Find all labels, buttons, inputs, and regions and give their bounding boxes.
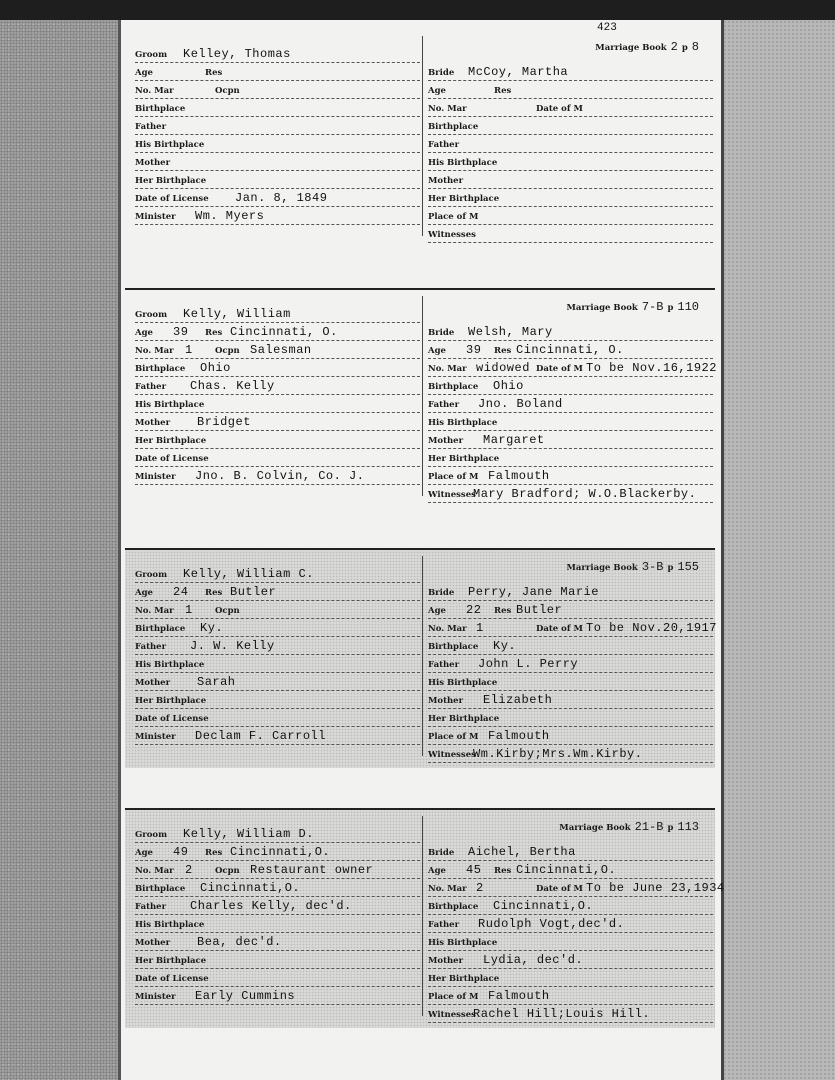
bride-column (428, 814, 725, 1024)
groom-birthplace-label: Birthplace (135, 364, 186, 374)
groom-birthplace-label: Birthplace (135, 884, 186, 894)
groom-her-birthplace-label: Her Birthplace (135, 436, 207, 446)
page-number: 110 (677, 300, 699, 314)
bride-no-mar-value: widowed (476, 361, 530, 375)
bride-birthplace-row (428, 636, 713, 655)
groom-age-label: Age (135, 588, 153, 598)
page-label: p (667, 303, 674, 313)
bride-no-mar-label: No. Mar (428, 104, 467, 114)
bride-witnesses-row (428, 484, 713, 503)
bride-row (428, 842, 713, 861)
bride-mother-value: Lydia, dec'd. (483, 953, 584, 967)
groom-his-birthplace-label: His Birthplace (135, 140, 205, 150)
bride-mother-label: Mother (428, 436, 464, 446)
groom-ocpn-label: Ocpn (215, 866, 240, 876)
bride-row (428, 322, 713, 341)
bride-father-label: Father (428, 140, 460, 150)
bride-age-value: 45 (466, 863, 482, 877)
bride-father-value: Jno. Boland (478, 397, 563, 411)
marriage-record-card (125, 28, 715, 248)
groom-her-birthplace-row (135, 430, 420, 449)
groom-res-value: Butler (230, 585, 277, 599)
bride-age-row (428, 80, 713, 99)
bride-his-birthplace-label: His Birthplace (428, 678, 498, 688)
groom-minister-value: Wm. Myers (195, 209, 265, 223)
groom-date-of-license-label: Date of License (135, 194, 209, 204)
bride-father-value: Rudolph Vogt,dec'd. (478, 917, 625, 931)
groom-age-value: 49 (173, 845, 189, 859)
column-divider (422, 556, 423, 756)
groom-birthplace-label: Birthplace (135, 104, 186, 114)
bride-no-mar-value: 1 (476, 621, 484, 635)
groom-date-of-license-label: Date of License (135, 454, 209, 464)
adjacent-page-strip (720, 20, 835, 1080)
bride-place-of-m-value: Falmouth (488, 989, 550, 1003)
groom-minister-value: Declam F. Carroll (195, 729, 326, 743)
groom-no-mar-label: No. Mar (135, 606, 174, 616)
bride-age-row (428, 860, 713, 879)
bride-value: Perry, Jane Marie (468, 585, 599, 599)
bride-father-row (428, 654, 713, 673)
bride-age-label: Age (428, 346, 446, 356)
groom-birthplace-row (135, 358, 420, 377)
bride-age-value: 22 (466, 603, 482, 617)
bride-mother-value: Elizabeth (483, 693, 553, 707)
card-divider-line (125, 288, 715, 290)
bride-birthplace-label: Birthplace (428, 642, 479, 652)
groom-his-birthplace-label: His Birthplace (135, 920, 205, 930)
bride-value: Welsh, Mary (468, 325, 553, 339)
bride-mother-value: Margaret (483, 433, 545, 447)
groom-mother-row (135, 932, 420, 951)
bride-witnesses-value: Rachel Hill;Louis Hill. (473, 1007, 651, 1021)
bride-birthplace-value: Ky. (493, 639, 517, 653)
bride-her-birthplace-row (428, 448, 713, 467)
bride-no-mar-row (428, 358, 717, 377)
bride-res-value: Butler (516, 603, 563, 617)
groom-date-of-license-value: Jan. 8, 1849 (235, 191, 328, 205)
bride-place-of-m-label: Place of M (428, 732, 479, 742)
bride-witnesses-value: Wm.Kirby;Mrs.Wm.Kirby. (473, 747, 643, 761)
groom-her-birthplace-row (135, 690, 420, 709)
page-number: 113 (677, 820, 699, 834)
groom-age-value: 39 (173, 325, 189, 339)
groom-label: Groom (135, 310, 168, 320)
bride-father-row (428, 394, 713, 413)
bride-age-label: Age (428, 606, 446, 616)
bride-place-of-m-label: Place of M (428, 992, 479, 1002)
bride-no-mar-row (428, 618, 717, 637)
bride-age-label: Age (428, 866, 446, 876)
groom-no-mar-row (135, 860, 420, 879)
bride-mother-row (428, 690, 713, 709)
groom-ocpn-label: Ocpn (215, 606, 240, 616)
bride-her-birthplace-label: Her Birthplace (428, 714, 500, 724)
bride-father-value: John L. Perry (478, 657, 579, 671)
groom-father-row (135, 376, 420, 395)
groom-date-of-license-row (135, 448, 420, 467)
bride-mother-label: Mother (428, 696, 464, 706)
bride-her-birthplace-label: Her Birthplace (428, 974, 500, 984)
groom-no-mar-label: No. Mar (135, 346, 174, 356)
groom-birthplace-row (135, 878, 420, 897)
groom-minister-value: Jno. B. Colvin, Co. J. (195, 469, 365, 483)
groom-mother-label: Mother (135, 938, 171, 948)
bride-place-of-m-label: Place of M (428, 212, 479, 222)
marriage-book-number: 21-B (634, 820, 664, 834)
page-number: 8 (691, 40, 699, 54)
groom-no-mar-value: 2 (185, 863, 193, 877)
bride-mother-row (428, 430, 713, 449)
groom-father-value: J. W. Kelly (190, 639, 275, 653)
bride-her-birthplace-row (428, 968, 713, 987)
groom-ocpn-label: Ocpn (215, 346, 240, 356)
groom-date-of-license-row (135, 968, 420, 987)
groom-father-value: Charles Kelly, dec'd. (190, 899, 352, 913)
bride-place-of-m-value: Falmouth (488, 469, 550, 483)
bride-row (428, 582, 713, 601)
groom-mother-row (135, 152, 420, 171)
groom-father-row (135, 896, 420, 915)
page-number: 155 (677, 560, 699, 574)
marriage-book-number: 2 (670, 40, 678, 54)
groom-birthplace-label: Birthplace (135, 624, 186, 634)
bride-her-birthplace-row (428, 708, 713, 727)
marriage-book-ref (566, 300, 703, 316)
marriage-book-label: Marriage Book (566, 563, 638, 573)
bride-place-of-m-label: Place of M (428, 472, 479, 482)
bride-birthplace-label: Birthplace (428, 122, 479, 132)
card-divider-line (125, 808, 715, 810)
groom-minister-label: Minister (135, 472, 176, 482)
groom-value: Kelley, Thomas (183, 47, 291, 61)
bride-his-birthplace-label: His Birthplace (428, 418, 498, 428)
groom-his-birthplace-row (135, 654, 420, 673)
bride-birthplace-label: Birthplace (428, 382, 479, 392)
groom-mother-row (135, 412, 420, 431)
bride-label: Bride (428, 328, 455, 338)
groom-value: Kelly, William (183, 307, 291, 321)
groom-mother-value: Bea, dec'd. (197, 935, 282, 949)
card-divider-line (125, 548, 715, 550)
bride-birthplace-value: Cincinnati,O. (493, 899, 594, 913)
bride-place-of-m-value: Falmouth (488, 729, 550, 743)
bride-witnesses-row (428, 1004, 713, 1023)
groom-minister-label: Minister (135, 992, 176, 1002)
bride-birthplace-label: Birthplace (428, 902, 479, 912)
bride-witnesses-label: Witnesses (428, 230, 476, 240)
groom-mother-row (135, 672, 420, 691)
groom-age-label: Age (135, 848, 153, 858)
bride-age-value: 39 (466, 343, 482, 357)
groom-mother-value: Bridget (197, 415, 251, 429)
groom-father-label: Father (135, 642, 167, 652)
groom-minister-row (135, 466, 420, 485)
bride-witnesses-row (428, 744, 713, 763)
bride-mother-row (428, 170, 713, 189)
groom-res-label: Res (205, 68, 223, 78)
bride-his-birthplace-label: His Birthplace (428, 938, 498, 948)
page-label: p (667, 823, 674, 833)
groom-row (135, 304, 420, 323)
bride-value: Aichel, Bertha (468, 845, 576, 859)
groom-value: Kelly, William C. (183, 567, 314, 581)
groom-birthplace-value: Ohio (200, 361, 231, 375)
groom-her-birthplace-label: Her Birthplace (135, 956, 207, 966)
bride-no-mar-value: 2 (476, 881, 484, 895)
bride-his-birthplace-label: His Birthplace (428, 158, 498, 168)
groom-date-of-license-label: Date of License (135, 974, 209, 984)
bride-res-label: Res (494, 346, 512, 356)
bride-mother-label: Mother (428, 176, 464, 186)
bride-res-label: Res (494, 866, 512, 876)
bride-date-of-m-label: Date of M (536, 624, 583, 634)
groom-label: Groom (135, 50, 168, 60)
groom-age-label: Age (135, 68, 153, 78)
groom-date-of-license-row (135, 188, 420, 207)
bride-his-birthplace-row (428, 672, 713, 691)
groom-her-birthplace-label: Her Birthplace (135, 176, 207, 186)
groom-father-label: Father (135, 122, 167, 132)
corner-number: 423 (597, 22, 617, 34)
bride-father-row (428, 134, 713, 153)
marriage-book-label: Marriage Book (566, 303, 638, 313)
bride-place-of-m-row (428, 206, 713, 225)
groom-father-row (135, 636, 420, 655)
groom-no-mar-value: 1 (185, 603, 193, 617)
page-label: p (681, 43, 688, 53)
bride-no-mar-label: No. Mar (428, 364, 467, 374)
bride-birthplace-row (428, 116, 713, 135)
groom-date-of-license-row (135, 708, 420, 727)
groom-her-birthplace-row (135, 950, 420, 969)
bride-place-of-m-row (428, 726, 713, 745)
groom-res-label: Res (205, 588, 223, 598)
bride-res-label: Res (494, 606, 512, 616)
column-divider (422, 296, 423, 496)
bride-label: Bride (428, 588, 455, 598)
groom-age-value: 24 (173, 585, 189, 599)
bride-age-row (428, 340, 713, 359)
column-divider (422, 816, 423, 1016)
column-divider (422, 36, 423, 236)
groom-no-mar-row (135, 340, 420, 359)
groom-res-value: Cincinnati, O. (230, 325, 338, 339)
groom-his-birthplace-row (135, 134, 420, 153)
bride-birthplace-value: Ohio (493, 379, 524, 393)
bride-column (428, 294, 717, 504)
groom-his-birthplace-row (135, 394, 420, 413)
groom-birthplace-value: Ky. (200, 621, 224, 635)
marriage-book-ref (559, 820, 703, 836)
bride-no-mar-row (428, 98, 713, 117)
groom-age-label: Age (135, 328, 153, 338)
bride-witnesses-label: Witnesses (428, 750, 476, 760)
bride-father-label: Father (428, 400, 460, 410)
groom-no-mar-value: 1 (185, 343, 193, 357)
bride-mother-label: Mother (428, 956, 464, 966)
bride-column (428, 554, 717, 764)
bride-her-birthplace-label: Her Birthplace (428, 454, 500, 464)
bride-place-of-m-row (428, 986, 713, 1005)
groom-date-of-license-label: Date of License (135, 714, 209, 724)
bride-witnesses-label: Witnesses (428, 490, 476, 500)
groom-column (135, 34, 420, 244)
groom-res-value: Cincinnati,O. (230, 845, 331, 859)
bride-his-birthplace-row (428, 152, 713, 171)
groom-minister-row (135, 986, 420, 1005)
bride-date-of-m-value: To be Nov.20,1917 (586, 621, 717, 635)
groom-his-birthplace-row (135, 914, 420, 933)
marriage-book-number: 7-B (641, 300, 664, 314)
groom-age-row (135, 62, 420, 81)
scan-top-edge (0, 0, 835, 20)
groom-birthplace-row (135, 618, 420, 637)
bride-row (428, 62, 713, 81)
groom-no-mar-row (135, 80, 420, 99)
groom-no-mar-label: No. Mar (135, 866, 174, 876)
groom-minister-label: Minister (135, 732, 176, 742)
bride-father-label: Father (428, 920, 460, 930)
bride-witnesses-row (428, 224, 713, 243)
groom-column (135, 294, 420, 504)
groom-her-birthplace-row (135, 170, 420, 189)
marriage-record-card (125, 288, 715, 508)
groom-column (135, 814, 420, 1024)
bride-res-value: Cincinnati, O. (516, 343, 624, 357)
groom-father-label: Father (135, 382, 167, 392)
groom-age-row (135, 582, 420, 601)
groom-birthplace-row (135, 98, 420, 117)
groom-age-row (135, 322, 420, 341)
bride-no-mar-label: No. Mar (428, 884, 467, 894)
groom-row (135, 564, 420, 583)
bride-father-row (428, 914, 713, 933)
groom-mother-label: Mother (135, 418, 171, 428)
groom-value: Kelly, William D. (183, 827, 314, 841)
groom-mother-value: Sarah (197, 675, 236, 689)
bride-res-value: Cincinnati,O. (516, 863, 617, 877)
groom-ocpn-value: Salesman (250, 343, 312, 357)
groom-row (135, 824, 420, 843)
bride-place-of-m-row (428, 466, 713, 485)
bride-mother-row (428, 950, 713, 969)
bride-his-birthplace-row (428, 412, 713, 431)
bride-witnesses-value: Mary Bradford; W.O.Blackerby. (473, 487, 697, 501)
groom-father-row (135, 116, 420, 135)
groom-age-row (135, 842, 420, 861)
bride-witnesses-label: Witnesses (428, 1010, 476, 1020)
bride-her-birthplace-label: Her Birthplace (428, 194, 500, 204)
bride-no-mar-label: No. Mar (428, 624, 467, 634)
groom-minister-row (135, 206, 420, 225)
bride-her-birthplace-row (428, 188, 713, 207)
groom-minister-value: Early Cummins (195, 989, 296, 1003)
groom-father-label: Father (135, 902, 167, 912)
groom-his-birthplace-label: His Birthplace (135, 400, 205, 410)
groom-father-value: Chas. Kelly (190, 379, 275, 393)
marriage-book-label: Marriage Book (559, 823, 631, 833)
bride-label: Bride (428, 848, 455, 858)
groom-birthplace-value: Cincinnati,O. (200, 881, 301, 895)
page-label: p (667, 563, 674, 573)
groom-her-birthplace-label: Her Birthplace (135, 696, 207, 706)
bride-birthplace-row (428, 896, 713, 915)
groom-no-mar-label: No. Mar (135, 86, 174, 96)
bride-value: McCoy, Martha (468, 65, 569, 79)
bride-date-of-m-label: Date of M (536, 104, 583, 114)
bride-date-of-m-label: Date of M (536, 884, 583, 894)
groom-res-label: Res (205, 328, 223, 338)
groom-res-label: Res (205, 848, 223, 858)
bride-father-label: Father (428, 660, 460, 670)
groom-row (135, 44, 420, 63)
bride-birthplace-row (428, 376, 713, 395)
groom-his-birthplace-label: His Birthplace (135, 660, 205, 670)
groom-ocpn-value: Restaurant owner (250, 863, 374, 877)
groom-mother-label: Mother (135, 678, 171, 688)
bride-date-of-m-label: Date of M (536, 364, 583, 374)
bride-age-row (428, 600, 713, 619)
groom-minister-row (135, 726, 420, 745)
groom-column (135, 554, 420, 764)
marriage-book-number: 3-B (641, 560, 664, 574)
groom-label: Groom (135, 830, 168, 840)
bride-date-of-m-value: To be Nov.16,1922 (586, 361, 717, 375)
groom-no-mar-row (135, 600, 420, 619)
bride-date-of-m-value: To be June 23,1934 (586, 881, 725, 895)
marriage-book-label: Marriage Book (595, 43, 667, 53)
bride-no-mar-row (428, 878, 725, 897)
groom-label: Groom (135, 570, 168, 580)
bride-column (428, 34, 713, 244)
marriage-book-ref (566, 560, 703, 576)
bride-age-label: Age (428, 86, 446, 96)
marriage-record-card (125, 808, 725, 1028)
groom-mother-label: Mother (135, 158, 171, 168)
bride-res-label: Res (494, 86, 512, 96)
groom-minister-label: Minister (135, 212, 176, 222)
bride-label: Bride (428, 68, 455, 78)
marriage-record-card (125, 548, 715, 768)
groom-ocpn-label: Ocpn (215, 86, 240, 96)
marriage-book-ref (595, 40, 703, 56)
bride-his-birthplace-row (428, 932, 713, 951)
